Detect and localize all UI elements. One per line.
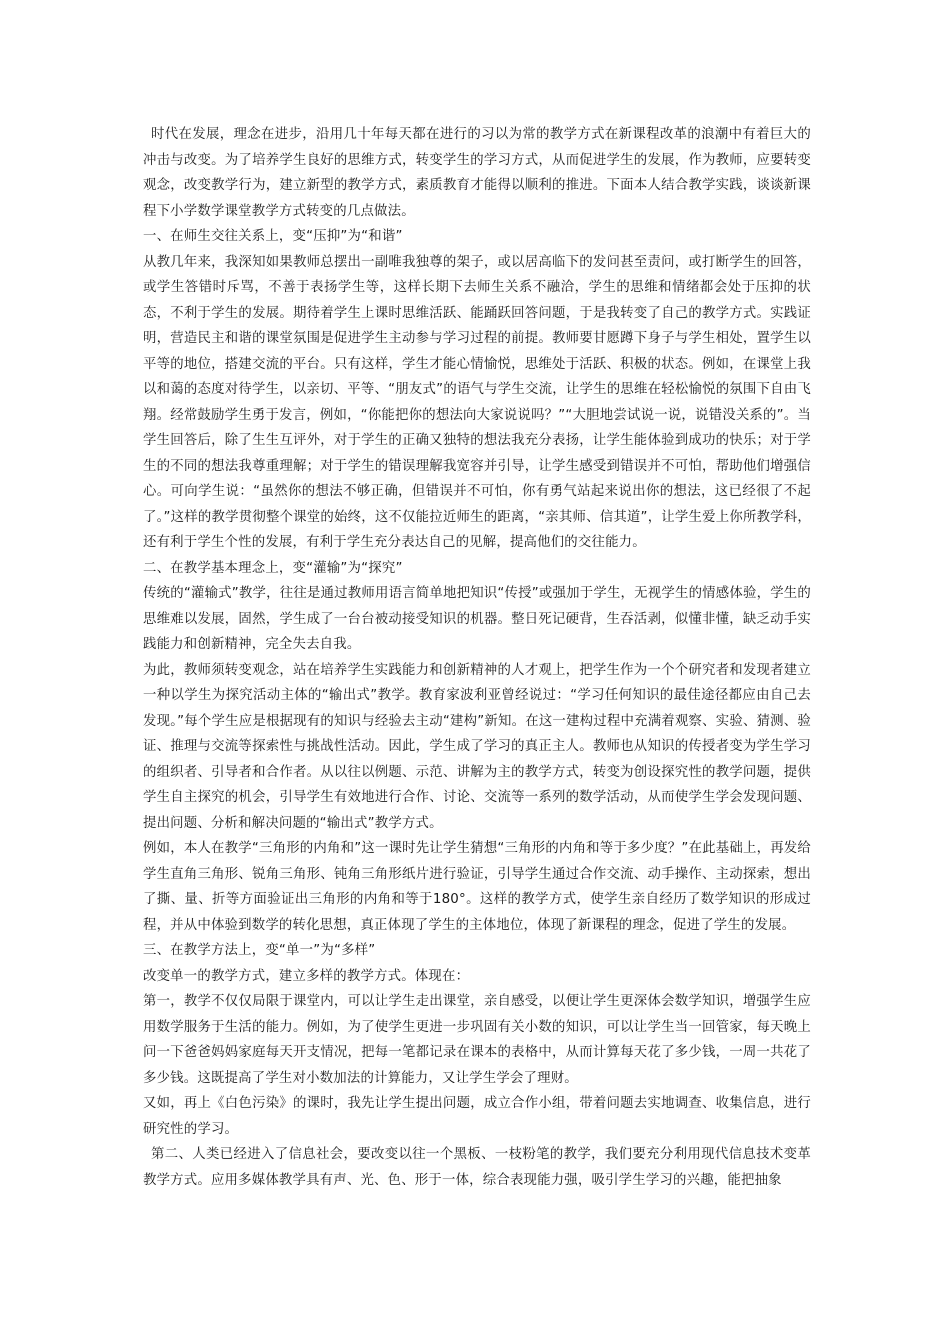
- section-heading-1: 一、在师生交往关系上，变“压抑”为“和谐”: [143, 229, 403, 244]
- body-paragraph: 例如，本人在教学“三角形的内角和”这一课时先让学生猜想“三角形的内角和等于多少度？”在此基础上，再发给学生直角三角形、锐角三角形、钝角三角形纸片进行验证，引导学生通过合作交流、动手操作、主动探索，想出了撕、量、折等方面验证出三角形的内角和等于180°。这样的教学方式，使学生亲自经历了数学知识的形成过程，并从中体验到数学的转化思想，真正体现了学生的主体地位，体现了新课程的理念，促进了学生的发展。: [143, 841, 811, 933]
- body-paragraph: 又如，再上《白色污染》的课时，我先让学生提出问题，成立合作小组，带着问题去实地调查、收集信息，进行研究性的学习。: [143, 1096, 811, 1137]
- body-paragraph: 第二、人类已经进入了信息社会，要改变以往一个黑板、一枝粉笔的教学，我们要充分利用现代信息技术变革教学方式。应用多媒体教学具有声、光、色、形于一体，综合表现能力强，吸引学生学习的兴趣，能把抽象: [143, 1147, 811, 1188]
- document-body: [143, 122, 811, 1193]
- intro-paragraph: 时代在发展，理念在进步，沿用几十年每天都在进行的习以为常的教学方式在新课程改革的浪潮中有着巨大的冲击与改变。为了培养学生良好的思维方式，转变学生的学习方式，从而促进学生的发展，作为教师，应要转变观念，改变教学行为，建立新型的教学方式，素质教育才能得以顺利的推进。下面本人结合教学实践，谈谈新课程下小学数学课堂教学方式转变的几点做法。: [143, 127, 811, 219]
- body-paragraph: 传统的“灌输式”教学，往往是通过教师用语言简单地把知识“传授”或强加于学生，无视学生的情感体验，学生的思维难以发展，固然，学生成了一台台被动接受知识的机器。整日死记硬背，生吞活剥，似懂非懂，缺乏动手实践能力和创新精神，完全失去自我。: [143, 586, 811, 652]
- section-heading-2: 二、在教学基本理念上，变“灌输”为“探究”: [143, 560, 403, 576]
- body-paragraph: 为此，教师须转变观念，站在培养学生实践能力和创新精神的人才观上，把学生作为一个个研究者和发现者建立一种以学生为探究活动主体的“输出式”教学。教育家波利亚曾经说过：“学习任何知识的最佳途径都应由自己去发现。”每个学生应是根据现有的知识与经验去主动“建构”新知。在这一建构过程中充满着观察、实验、猜测、验证、推理与交流等探索性与挑战性活动。因此，学生成了学习的真正主人。教师也从知识的传授者变为学生学习的组织者、引导者和合作者。从以往以例题、示范、讲解为主的教学方式，转变为创设探究性的教学问题，提供学生自主探究的机会，引导学生有效地进行合作、讨论、交流等一系列的数学活动，从而使学生学会发现问题、提出问题、分析和解决问题的“输出式”教学方式。: [143, 662, 811, 831]
- body-paragraph: 第一，教学不仅仅局限于课堂内，可以让学生走出课堂，亲自感受，以便让学生更深体会数学知识，增强学生应用数学服务于生活的能力。例如，为了使学生更进一步巩固有关小数的知识，可以让学生当一回管家，每天晚上问一下爸爸妈妈家庭每天开支情况，把每一笔都记录在课本的表格中，从而计算每天花了多少钱，一周一共花了多少钱。这既提高了学生对小数加法的计算能力，又让学生学会了理财。: [143, 994, 811, 1086]
- body-paragraph: 改变单一的教学方式，建立多样的教学方式。体现在：: [143, 968, 470, 984]
- body-paragraph: 从教几年来，我深知如果教师总摆出一副唯我独尊的架子，或以居高临下的发问甚至责问，或打断学生的回答，或学生答错时斥骂，不善于表扬学生等，这样长期下去师生关系不融洽，学生的思维和情绪都会处于压抑的状态，不利于学生的发展。期待着学生上课时思维活跃、能踊跃回答问题，于是我转变了自己的教学方式。实践证明，营造民主和谐的课堂氛围是促进学生主动参与学习过程的前提。教师要甘愿蹲下身子与学生相处，置学生以平等的地位，搭建交流的平台。只有这样，学生才能心情愉悦，思维处于活跃、积极的状态。例如，在课堂上我以和蔼的态度对待学生，以亲切、平等、“朋友式”的语气与学生交流，让学生的思维在轻松愉悦的氛围下自由飞翔。经常鼓励学生勇于发言，例如，“你能把你的想法向大家说说吗？”“大胆地尝试说一说，说错没关系的”。当学生回答后，除了生生互评外，对于学生的正确又独特的想法我充分表扬，让学生能体验到成功的快乐；对于学生的不同的想法我尊重理解；对于学生的错误理解我宽容并引导，让学生感受到错误并不可怕，帮助他们增强信心。可向学生说：“虽然你的想法不够正确，但错误并不可怕，你有勇气站起来说出你的想法，这已经很了不起了。”这样的教学贯彻整个课堂的始终，这不仅能拉近师生的距离，“亲其师、信其道”，让学生爱上你所教学科，还有利于学生个性的发展，有利于学生充分表达自己的见解，提高他们的交往能力。: [143, 254, 811, 550]
- section-heading-3: 三、在教学方法上，变“单一”为“多样”: [143, 943, 376, 958]
